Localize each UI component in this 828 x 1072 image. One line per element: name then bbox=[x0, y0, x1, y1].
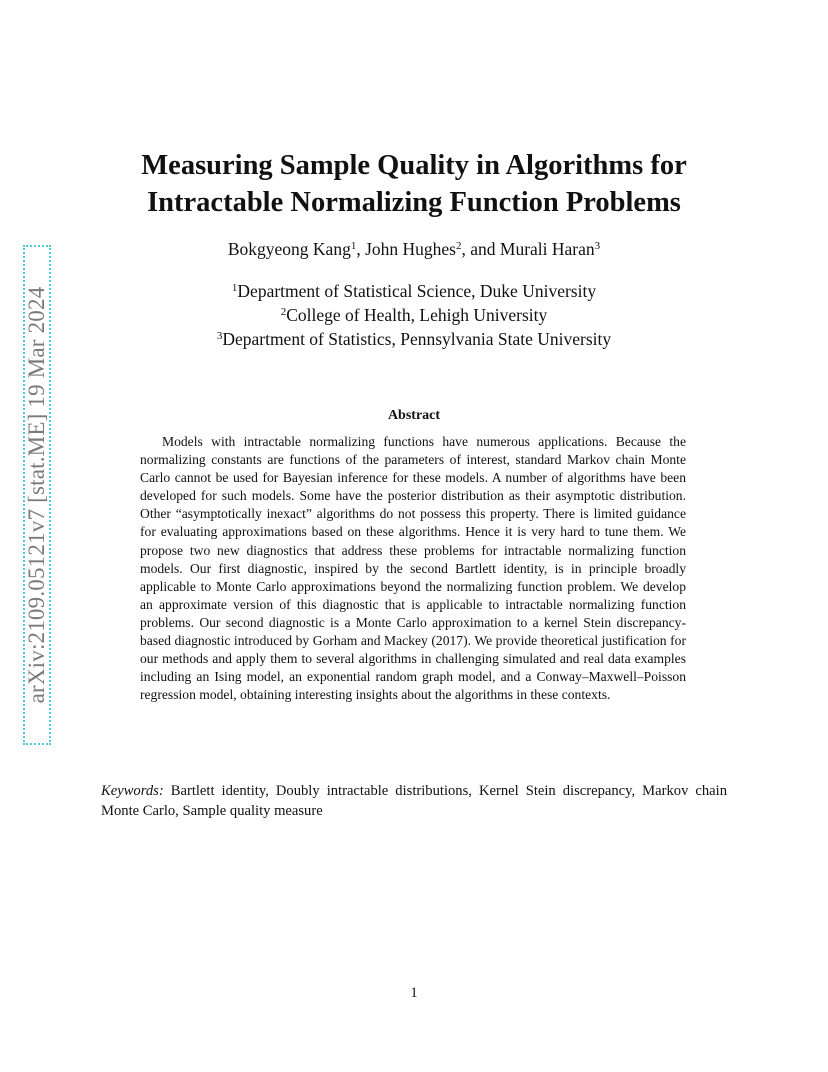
author-name: John Hughes bbox=[365, 239, 456, 259]
arxiv-stamp[interactable] bbox=[23, 245, 51, 745]
author-separator: , and bbox=[461, 239, 500, 259]
affiliation-mark: 3 bbox=[216, 330, 223, 342]
title-line-1: Measuring Sample Quality in Algorithms for bbox=[141, 150, 687, 181]
author-separator: , bbox=[356, 239, 366, 259]
author-mark: 1 bbox=[350, 240, 357, 252]
affiliation-text: College of Health, Lehigh University bbox=[286, 305, 548, 325]
page-number: 1 bbox=[410, 985, 418, 1001]
author-mark: 2 bbox=[455, 240, 462, 252]
affiliation-mark: 2 bbox=[280, 306, 287, 318]
abstract-heading: Abstract bbox=[387, 408, 441, 423]
affiliation-text: Department of Statistics, Pennsylvania State University bbox=[222, 329, 612, 349]
author-list bbox=[60, 238, 768, 260]
author-mark: 3 bbox=[594, 240, 601, 252]
author-name: Bokgyeong Kang bbox=[227, 239, 351, 259]
affiliation-list bbox=[60, 279, 768, 351]
author-name: Murali Haran bbox=[499, 239, 595, 259]
affiliation bbox=[60, 279, 768, 303]
title-line-2: Intractable Normalizing Function Problems bbox=[147, 187, 681, 218]
affiliation-text: Department of Statistical Science, Duke University bbox=[237, 281, 597, 301]
affiliation-mark: 1 bbox=[231, 282, 238, 294]
abstract-body: Models with intractable normalizing functions have numerous applications. Because the normalizing constants are functions of the parameters of interest, standard Markov chain Monte Carlo cannot be used for Bayesian inference for these models. A number of algorithms have been developed for such models. Some have the posterior distribution as their asymptotic distribution. Other “asymptotically inexact” algorithms do not possess this property. There is limited guidance for evaluating approximations based on these algorithms. Hence it is very hard to tune them. We propose two new diagnostics that address these problems for intractable normalizing function models. Our first diagnostic, inspired by the second Bartlett identity, is in principle broadly applicable to Monte Carlo approximations beyond the normalizing function problem. We develop an approximate version of this diagnostic that is applicable to intractable normalizing function problems. Our second diagnostic is a Monte Carlo approximation to a kernel Stein discrepancy-based diagnostic introduced by Gorham and Mackey (2017). We provide theoretical justification for our methods and apply them to several algorithms in challenging simulated and real data examples including an Ising model, an exponential random graph model, and a Conway–Maxwell–Poisson regression model, obtaining interesting insights about the algorithms in these contexts. bbox=[140, 434, 686, 703]
arxiv-stamp-text[interactable]: arXiv:2109.05121v7 [stat.ME] 19 Mar 2024 bbox=[24, 286, 49, 704]
affiliation bbox=[60, 303, 768, 327]
keywords-text: Bartlett identity, Doubly intractable distributions, Kernel Stein discrepancy, Markov chain Monte Carlo, Sample quality measure bbox=[101, 783, 728, 819]
affiliation bbox=[60, 327, 768, 351]
keywords-label: Keywords: bbox=[101, 783, 164, 799]
keywords bbox=[101, 781, 727, 821]
paper-title bbox=[60, 147, 768, 221]
